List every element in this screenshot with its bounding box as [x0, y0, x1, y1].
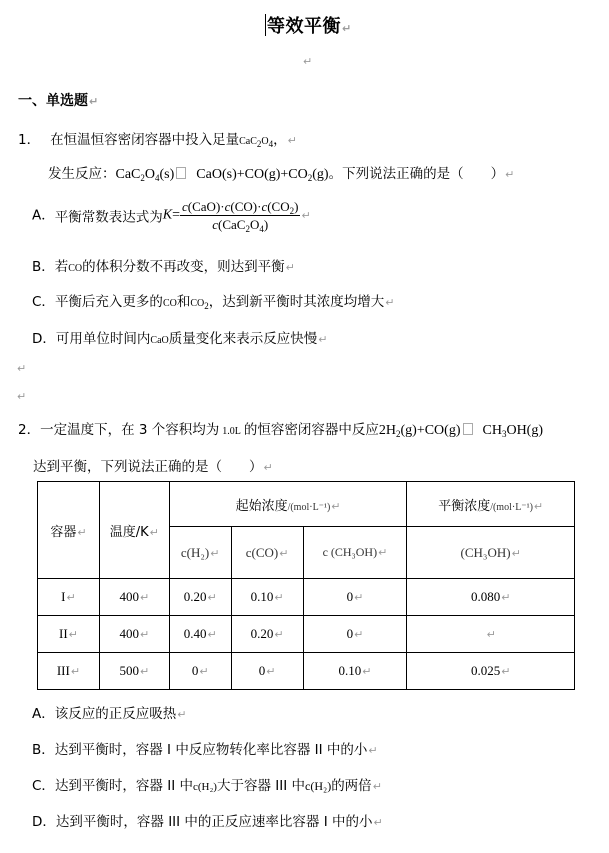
empty-paragraph-mark-icon: ↵ [17, 390, 27, 403]
equilibrium-constant-fraction: $\frac{c(CaO)\cdot c(CO)\cdot c(CO_2)}{c(CaC_2O_4)}$ [182, 199, 299, 234]
paragraph-mark-icon: ↵ [177, 708, 187, 721]
document-title[interactable]: 等效平衡↵ [267, 16, 352, 37]
paragraph-mark-icon: ↵ [373, 816, 383, 829]
reaction-left: $CaC_2O_4(s)$ [115, 167, 175, 183]
q1-number: 1． [18, 132, 41, 148]
subheader-c-ch3oh: c (CH₃OH)↵ [303, 527, 407, 579]
table-row: I↵ 400↵ 0.20↵ 0.10↵ 0↵ 0.080↵ [38, 579, 575, 616]
header-container: 容器↵ [38, 482, 100, 579]
text-cursor [265, 14, 266, 36]
q1-stem-line2: 发生反应：$CaC_2O_4(s)$ $CaO(s)+CO(g)+CO_2(g)$。下列说法正确的是（ ）↵ [48, 166, 515, 183]
reaction-right: $CaO(s)+CO(g)+CO_2(g)$ [196, 167, 329, 183]
paragraph-mark-icon: ↵ [372, 780, 382, 793]
concentration-table [37, 481, 575, 690]
paragraph-mark-icon: ↵ [385, 296, 395, 309]
table-row: III↵ 500↵ 0↵ 0↵ 0.10↵ 0.025↵ [38, 653, 575, 690]
q2-option-a[interactable]: A．该反应的正反应吸热↵ [32, 706, 187, 722]
section-heading: 一、单选题↵ [18, 93, 99, 109]
formula-cac2o4: $CaC_2O_4$ [239, 136, 274, 149]
table-row: II↵ 400↵ 0.40↵ 0.20↵ 0↵ ↵ [38, 616, 575, 653]
reaction-left: $2H_2(g)+CO(g)$ [378, 423, 461, 439]
q1-stem-line1: 1． 在恒温恒容密闭容器中投入足量$CaC_2O_4$，↵ [18, 132, 297, 149]
q1-option-c[interactable]: C．平衡后充入更多的CO和$CO_2$，达到新平衡时其浓度均增大↵ [32, 294, 395, 311]
subheader-c-co: c(CO)↵ [231, 527, 303, 579]
equilibrium-arrow-icon [176, 167, 186, 179]
q1-option-d[interactable]: D．可用单位时间内CaO质量变化来表示反应快慢↵ [32, 331, 328, 347]
q2-option-b[interactable]: B．达到平衡时，容器 I 中反应物转化率比容器 II 中的小↵ [32, 742, 378, 758]
subheader-c-h2: c(H₂)↵ [169, 527, 231, 579]
equilibrium-arrow-icon [463, 423, 473, 435]
paragraph-mark-icon: ↵ [301, 209, 311, 222]
paragraph-mark-icon: ↵ [263, 461, 273, 474]
q2-option-d[interactable]: D．达到平衡时，容器 III 中的正反应速率比容器 I 中的小↵ [32, 814, 383, 830]
header-temperature: 温度/K↵ [99, 482, 169, 579]
header-initial-concentration: 起始浓度/(mol·L⁻¹)↵ [169, 482, 407, 527]
paragraph-mark-icon: ↵ [285, 261, 295, 274]
empty-paragraph-mark-icon: ↵ [17, 362, 27, 375]
empty-paragraph-mark-icon: ↵ [303, 55, 313, 68]
q1-option-b[interactable]: B．若CO的体积分数不再改变，则达到平衡↵ [32, 259, 295, 275]
paragraph-mark-icon: ↵ [287, 134, 297, 147]
q2-stem-line2: 达到平衡，下列说法正确的是（ ）↵ [33, 459, 273, 475]
q2-stem-line1: 2．一定温度下，在 3 个容积均为 1.0L 的恒容密闭容器中反应$2H_2(g)+CO(g)$ $CH_3OH(g)$ [18, 422, 543, 439]
q2-option-c[interactable]: C．达到平衡时，容器 II 中c(H₂)大于容器 III 中c(H₂)的两倍↵ [32, 778, 382, 794]
q1-option-a[interactable]: A．平衡常数表达式为K= $\frac{c(CaO)\cdot c(CO)\cdot c(CO_2)}{c(CaC_2O_4)}$ ↵ [32, 199, 311, 234]
subheader-eq-ch3oh: (CH₃OH)↵ [407, 527, 575, 579]
paragraph-mark-icon: ↵ [342, 22, 352, 35]
paragraph-mark-icon: ↵ [505, 168, 515, 181]
header-equilibrium-concentration: 平衡浓度/(mol·L⁻¹)↵ [407, 482, 575, 527]
reaction-right: $CH_3OH(g)$ [482, 423, 543, 439]
paragraph-mark-icon: ↵ [368, 744, 378, 757]
paragraph-mark-icon: ↵ [89, 95, 99, 108]
paragraph-mark-icon: ↵ [318, 333, 328, 346]
